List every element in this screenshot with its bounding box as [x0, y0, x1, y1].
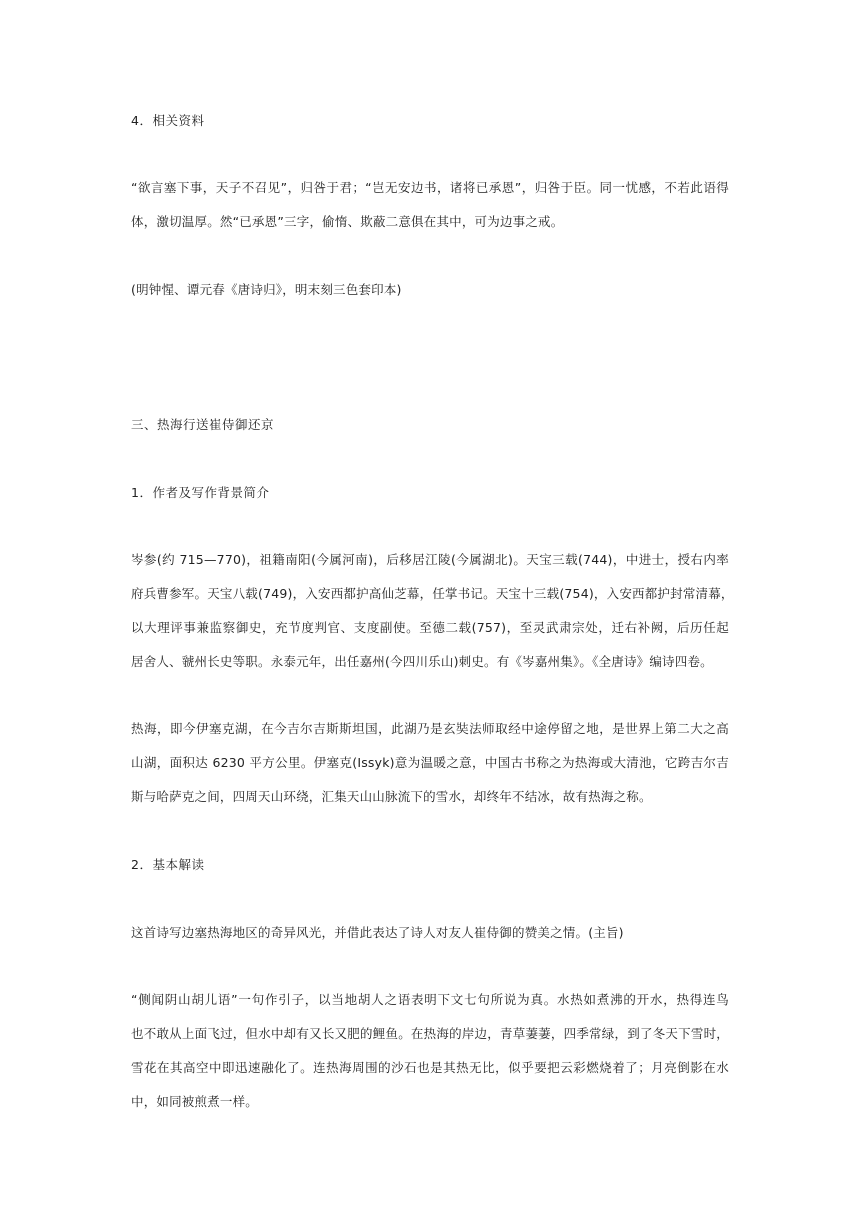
author-paragraph-line: 府兵曹参军。天宝八载(749)，入安西都护高仙芝幕，任掌书记。天宝十三载(754)，入安西都护封常清幕， [131, 586, 734, 601]
part-title: 三、热海行送崔侍御还京 [131, 417, 275, 432]
reading-paragraph-line: 中，如同被煎煮一样。 [131, 1094, 259, 1109]
theme-line: 这首诗写边塞热海地区的奇异风光，并借此表达了诗人对友人崔侍御的赞美之情。(主旨) [131, 925, 624, 940]
author-paragraph-line: 岑参(约 715—770)，祖籍南阳(今属河南)，后移居江陵(今属湖北)。天宝三载(744)，中进士，授右内率 [131, 552, 729, 567]
author-paragraph-line: 居舍人、虢州长史等职。永泰元年，出任嘉州(今四川乐山)刺史。有《岑嘉州集》。《全唐诗》编诗四卷。 [131, 654, 713, 669]
section-heading-author-background: 1．作者及写作背景简介 [131, 485, 270, 500]
reading-paragraph-line: “侧闻阴山胡儿语”一句作引子，以当地胡人之语表明下文七句所说为真。水热如煮沸的开水，热得连鸟 [131, 992, 729, 1007]
quote-paragraph-line: “欲言塞下事，天子不召见”，归咎于君；“岂无安边书，诸将已承恩”，归咎于臣。同一忧感，不若此语得 [131, 180, 729, 195]
reading-paragraph-line: 雪花在其高空中即迅速融化了。连热海周围的沙石也是其热无比，似乎要把云彩燃烧着了；月亮倒影在水 [131, 1060, 729, 1075]
hot-sea-paragraph-line: 热海，即今伊塞克湖，在今吉尔吉斯斯坦国，此湖乃是玄奘法师取经中途停留之地，是世界上第二大之高 [131, 721, 729, 736]
author-paragraph-line: 以大理评事兼监察御史，充节度判官、支度副使。至德二载(757)，至灵武肃宗处，迁右补阙，后历任起 [131, 620, 729, 635]
hot-sea-paragraph-line: 斯与哈萨克之间，四周天山环绕，汇集天山山脉流下的雪水，却终年不结冰，故有热海之称。 [131, 789, 652, 804]
reading-paragraph-line: 也不敢从上面飞过，但水中却有又长又肥的鲤鱼。在热海的岸边，青草萋萋，四季常绿，到了冬天下雪时， [131, 1026, 729, 1041]
section-heading-related-materials: 4．相关资料 [131, 113, 205, 128]
section-heading-basic-reading: 2．基本解读 [131, 857, 205, 872]
hot-sea-paragraph-line: 山湖，面积达 6230 平方公里。伊塞克(Issyk)意为温暖之意，中国古书称之为热海或大清池，它跨吉尔吉 [131, 755, 729, 770]
quote-paragraph-line: 体，激切温厚。然“已承恩”三字，偷惰、欺蔽二意俱在其中，可为边事之戒。 [131, 214, 564, 229]
source-note: (明钟惺、谭元春《唐诗归》，明末刻三色套印本) [131, 282, 402, 297]
